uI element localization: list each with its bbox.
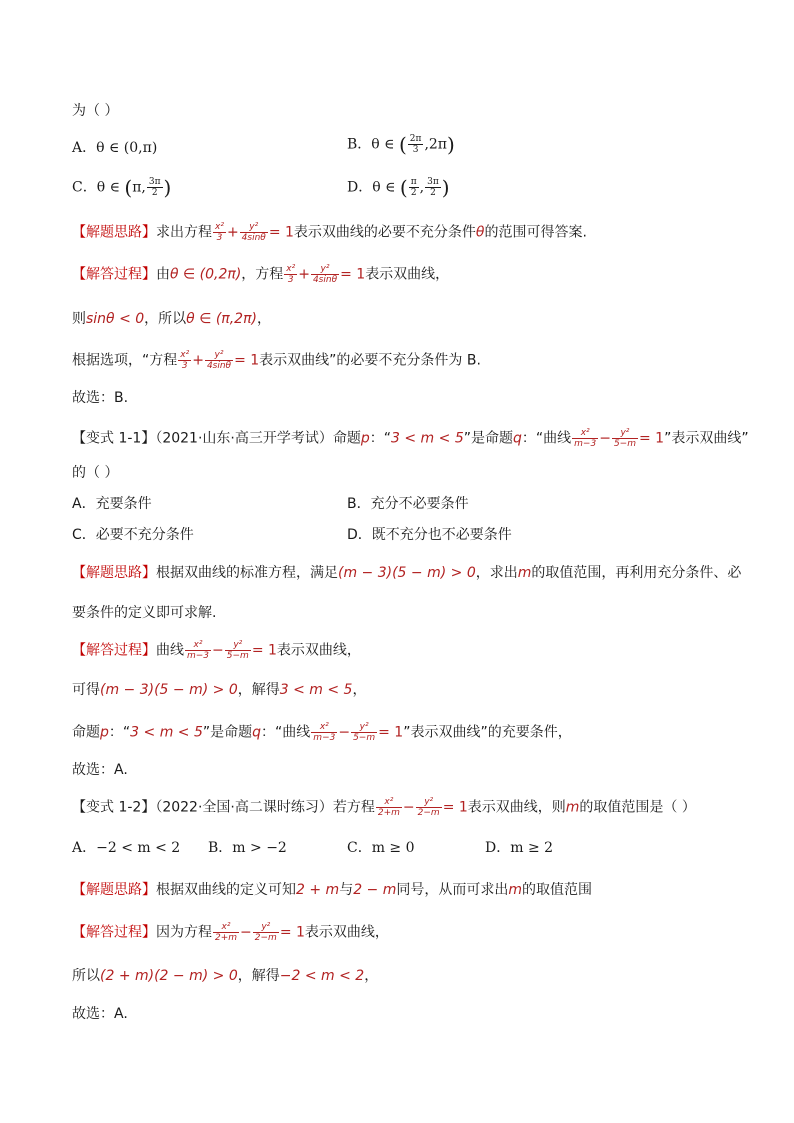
q1-solution-idea: 【解题思路】求出方程 $\frac{\text{x²}}{3}$ + $\frac{\text{y²}}{4\sin\theta}$ = 1表示双曲线的必要不充分条件θ的范围可得答案.	[72, 222, 587, 243]
v11-option-b: B．充分不必要条件	[347, 496, 469, 512]
v12-option-c: C．m ≥ 0	[347, 840, 415, 856]
v12-option-b: B．m > −2	[208, 840, 287, 856]
q1-option-d: D．θ ∈ ( $\frac{\pi}{2}$ , $\frac{3\pi}{2}$ )	[347, 175, 450, 200]
v11-stem: 【变式 1-1】（2021·山东·高三开学考试）命题p：“3 < m < 5”是命题q：“曲线 $\frac{\text{x²}}{m-3}$ − $\frac{\text{y²}}{5-m}$ = 1”表示双曲线”	[72, 428, 749, 449]
v12-option-d: D．m ≥ 2	[485, 840, 554, 856]
v12-process-line2: 所以(2 + m)(2 − m) > 0，解得−2 < m < 2，	[72, 968, 379, 984]
q1-process-line3: 根据选项，“方程 $\frac{\text{x²}}{3}$ + $\frac{\text{y²}}{4\sin\theta}$ = 1表示双曲线”的必要不充分条件为 B.	[72, 350, 481, 371]
v12-answer: 故选：A.	[72, 1006, 128, 1022]
v12-option-a: A．−2 < m < 2	[72, 840, 181, 856]
q1-solution-process: 【解答过程】由θ ∈ (0,2π)，方程 $\frac{\text{x²}}{3}$ + $\frac{\text{y²}}{4\sin\theta}$ = 1表示双曲线，	[72, 264, 450, 285]
v11-stem-line2: 的（ ）	[72, 465, 119, 481]
q1-answer: 故选：B.	[72, 390, 129, 406]
v12-stem: 【变式 1-2】（2022·全国·高二课时练习）若方程 $\frac{\text{x²}}{2+m}$ − $\frac{\text{y²}}{2-m}$ = 1表示双曲线，则m的取值范围是（ ）	[72, 797, 696, 818]
v11-option-c: C．必要不充分条件	[72, 527, 194, 543]
v12-solution-idea: 【解题思路】根据双曲线的定义可知2 + m与2 − m同号，从而可求出m的取值范围	[72, 882, 593, 898]
v11-option-d: D．既不充分也不必要条件	[347, 527, 512, 543]
v12-solution-process: 【解答过程】因为方程 $\frac{\text{x²}}{2+m}$ − $\frac{\text{y²}}{2-m}$ = 1表示双曲线，	[72, 922, 389, 943]
v11-answer: 故选：A.	[72, 762, 128, 778]
v11-process-line3: 命题p：“3 < m < 5”是命题q：“曲线 $\frac{\text{x²}}{m-3}$ − $\frac{\text{y²}}{5-m}$ = 1”表示双曲线”的充要条件，	[72, 722, 572, 743]
v11-process-line2: 可得(m − 3)(5 − m) > 0，解得3 < m < 5，	[72, 682, 367, 698]
q1-option-b: B．θ ∈ ( $\frac{2\pi}{3}$ ,2π)	[347, 132, 455, 157]
v11-solution-idea: 【解题思路】根据双曲线的标准方程，满足(m − 3)(5 − m) > 0，求出m的取值范围，再利用充分条件、必	[72, 565, 742, 581]
q1-process-line2: 则sinθ < 0，所以θ ∈ (π,2π)，	[72, 311, 271, 327]
q1-option-c: C．θ ∈ (π, $\frac{3\pi}{2}$ )	[72, 175, 172, 200]
v11-option-a: A．充要条件	[72, 496, 152, 512]
q1-option-a: A．θ ∈ (0,π)	[72, 140, 158, 156]
question-stem-tail: 为（ ）	[72, 103, 119, 119]
v11-solution-process: 【解答过程】曲线 $\frac{\text{x²}}{m-3}$ − $\frac{\text{y²}}{5-m}$ = 1表示双曲线，	[72, 640, 361, 661]
v11-solution-idea-line2: 要条件的定义即可求解.	[72, 605, 217, 621]
